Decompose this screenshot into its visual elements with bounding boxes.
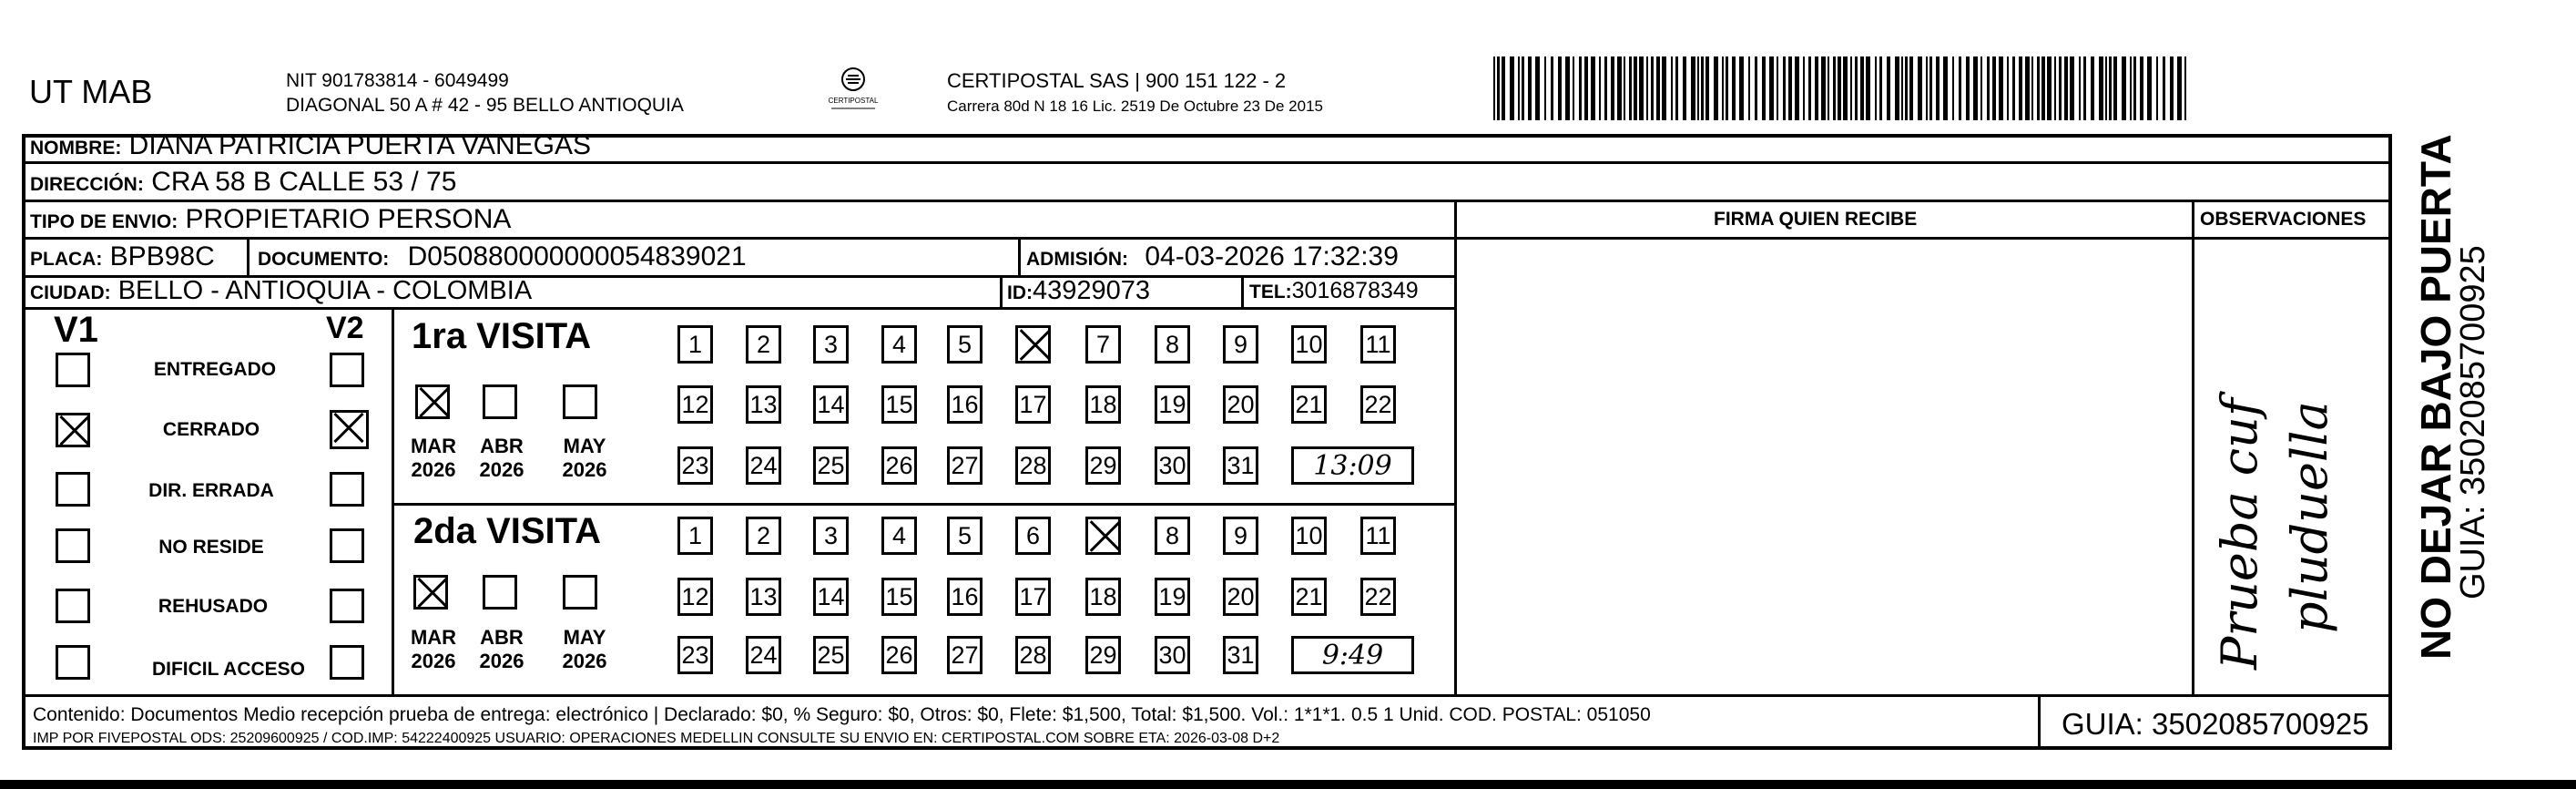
carrier-logo (824, 66, 882, 113)
barcode-bar (1518, 56, 1520, 120)
barcode-bar (1828, 56, 1829, 120)
visit2-day-23[interactable]: 23 (677, 636, 713, 674)
visit1-day-26[interactable]: 26 (881, 446, 917, 485)
v1-dir-errada-checkbox[interactable] (56, 472, 90, 507)
barcode-bar (2025, 56, 2030, 120)
barcode-bar (1522, 56, 1524, 120)
month-label: ABR (480, 435, 524, 457)
company-address: DIAGONAL 50 A # 42 - 95 BELLO ANTIOQUIA (286, 95, 684, 116)
barcode-bar (1860, 56, 1864, 120)
barcode-bar (2170, 56, 2174, 120)
visit2-day-22[interactable]: 22 (1360, 578, 1396, 616)
visit2-day-24[interactable]: 24 (746, 636, 781, 674)
barcode-bar (1705, 56, 1709, 120)
barcode-bar (1675, 56, 1678, 120)
visit2-day-3[interactable]: 3 (813, 517, 849, 555)
barcode (1493, 56, 2190, 120)
firma-header: FIRMA QUIEN RECIBE (1714, 209, 1918, 230)
visit2-day-18[interactable]: 18 (1085, 578, 1121, 616)
visit2-month-may (557, 626, 612, 673)
placa-label: PLACA: (30, 249, 103, 270)
cell-divider (1241, 275, 1244, 307)
barcode-bar (2163, 56, 2165, 120)
footer-content: Contenido: Documentos Medio recepción prueba de entrega: electrónico | Declarado: $0, % Seguro: $0, Otros: $0, Flete: $1,500, Total: $1,500. Vol.: 1*1*1. 0.5 1 Unid. COD. POSTAL: 051050 (33, 704, 1651, 725)
visit1-day-8[interactable]: 8 (1155, 325, 1190, 364)
barcode-bar (1651, 56, 1654, 120)
tipo-envio-label: TIPO DE ENVIO: (30, 211, 178, 232)
barcode-bar (1714, 56, 1718, 120)
year-label: 2026 (562, 650, 607, 672)
tel-label: TEL: (1249, 282, 1292, 302)
v1-rehusado-checkbox[interactable] (56, 589, 90, 623)
barcode-bar (2054, 56, 2056, 120)
side-guia: GUIA: 3502085700925 (2454, 245, 2492, 599)
barcode-bar (2012, 56, 2015, 120)
visit2-month-mar (406, 626, 461, 673)
barcode-bar (1901, 56, 1903, 120)
visit2-day-6[interactable]: 6 (1015, 517, 1051, 555)
visit1-day-16[interactable]: 16 (947, 385, 983, 424)
v1-cerrado-checkbox[interactable] (56, 413, 90, 447)
visit2-day-7[interactable] (1085, 517, 1121, 555)
row-divider (22, 161, 2392, 164)
v1-no-reside-checkbox[interactable] (56, 528, 90, 563)
admision-label: ADMISIÓN: (1026, 249, 1128, 270)
visit2-day-28[interactable]: 28 (1015, 636, 1051, 674)
barcode-bar (1528, 56, 1532, 120)
month-label: MAY (563, 435, 606, 457)
footer-guia: GUIA: 3502085700925 (2062, 707, 2369, 741)
visit1-day-4[interactable]: 4 (881, 325, 917, 364)
visit2-day-12[interactable]: 12 (677, 578, 713, 616)
company-name: UT MAB (29, 73, 153, 110)
barcode-bar (1980, 56, 1982, 120)
barcode-bar (1497, 56, 1500, 120)
visit1-day-3[interactable]: 3 (813, 325, 849, 364)
visit1-day-29[interactable]: 29 (1085, 446, 1121, 485)
id-value: 43929073 (1033, 276, 1151, 305)
barcode-bar (1604, 56, 1607, 120)
barcode-bar (1748, 56, 1750, 120)
footer-divider (2038, 694, 2041, 750)
barcode-bar (2031, 56, 2033, 120)
visit2-time[interactable]: 9:49 (1291, 636, 1414, 674)
barcode-bar (1875, 56, 1877, 120)
barcode-bar (1701, 56, 1704, 120)
tel-value: 3016878349 (1291, 278, 1419, 303)
barcode-bar (1952, 56, 1954, 120)
visit1-day-19[interactable]: 19 (1155, 385, 1190, 424)
barcode-bar (1966, 56, 1970, 120)
no-dejar-bajo-puerta: NO DEJAR BAJO PUERTA (2412, 134, 2459, 660)
footer-print-info: IMP POR FIVEPOSTAL ODS: 25209600925 / COD.IMP: 54222400925 USUARIO: OPERACIONES MEDELLIN CONSULTE SU ENVIO EN: CERTIPOSTAL.COM SOBRE ETA: 2026-03-08 D+2 (33, 731, 1280, 746)
visit2-day-27[interactable]: 27 (947, 636, 983, 674)
barcode-bar (1959, 56, 1961, 120)
barcode-bar (2147, 56, 2152, 120)
visit2-day-30[interactable]: 30 (1155, 636, 1190, 674)
barcode-bar (1987, 56, 1990, 120)
tipo-envio-field (30, 204, 511, 235)
visit1-day-25[interactable]: 25 (813, 446, 849, 485)
barcode-bar (1808, 56, 1811, 120)
barcode-bar (1973, 56, 1978, 120)
admision-value: 04-03-2026 17:32:39 (1145, 241, 1399, 272)
v2-cerrado-checkbox[interactable] (330, 410, 369, 449)
barcode-bar (1639, 56, 1644, 120)
placa-field (30, 241, 215, 272)
barcode-bar (1535, 56, 1540, 120)
handwritten-note-line2: pluduella (2281, 401, 2338, 633)
visit1-day-11[interactable]: 11 (1360, 325, 1396, 364)
barcode-bar (1624, 56, 1625, 120)
status-cerrado: CERRADO (162, 419, 260, 440)
visit1-day-31[interactable]: 31 (1223, 446, 1258, 485)
visit2-day-14[interactable]: 14 (813, 578, 849, 616)
visit1-day-21[interactable]: 21 (1291, 385, 1327, 424)
barcode-bar (1905, 56, 1908, 120)
nombre-field (30, 130, 591, 161)
visit1-day-10[interactable]: 10 (1291, 325, 1327, 364)
visit1-day-7[interactable]: 7 (1085, 325, 1121, 364)
documento-value: D050880000000054839021 (407, 241, 747, 272)
observaciones-header: OBSERVACIONES (2200, 209, 2367, 230)
visit2-day-19[interactable]: 19 (1155, 578, 1190, 616)
visit2-day-17[interactable]: 17 (1015, 578, 1051, 616)
nombre-label: NOMBRE: (30, 138, 122, 159)
barcode-bar (2007, 56, 2009, 120)
logo-text: CERTIPOSTAL (828, 97, 879, 105)
visit1-month-may-checkbox[interactable] (563, 384, 597, 419)
visit2-day-8[interactable]: 8 (1155, 517, 1190, 555)
barcode-bar (1722, 56, 1724, 120)
company-nit: NIT 901783814 - 6049499 (286, 70, 509, 91)
barcode-bar (1662, 56, 1666, 120)
visit2-day-15[interactable]: 15 (881, 578, 917, 616)
v2-entregado-checkbox[interactable] (330, 353, 364, 387)
admision-field (1026, 241, 1399, 272)
barcode-bar (1599, 56, 1601, 120)
visit1-day-12[interactable]: 12 (677, 385, 713, 424)
visit1-day-28[interactable]: 28 (1015, 446, 1051, 485)
barcode-bar (1992, 56, 1996, 120)
year-label: 2026 (562, 458, 607, 481)
column-divider (1454, 200, 1457, 696)
barcode-bar (1611, 56, 1614, 120)
barcode-bar (2059, 56, 2062, 120)
barcode-bar (1591, 56, 1595, 120)
barcode-bar (1833, 56, 1836, 120)
row-divider (22, 200, 2392, 202)
barcode-bar (1821, 56, 1826, 120)
v2-dir-errada-checkbox[interactable] (330, 472, 364, 507)
barcode-bar (1879, 56, 1882, 120)
column-divider (2192, 200, 2194, 696)
barcode-bar (2064, 56, 2068, 120)
visit1-month-abr (474, 435, 529, 482)
v1-entregado-checkbox[interactable] (56, 353, 90, 387)
barcode-bar (1803, 56, 1805, 120)
barcode-bar (1755, 56, 1757, 120)
barcode-bar (1646, 56, 1648, 120)
direccion-label: DIRECCIÓN: (30, 174, 144, 195)
barcode-bar (1579, 56, 1582, 120)
barcode-bar (1855, 56, 1858, 120)
v1-header: V1 (54, 310, 98, 350)
visit1-day-20[interactable]: 20 (1223, 385, 1258, 424)
visit1-time[interactable]: 13:09 (1291, 446, 1414, 485)
cell-divider (247, 237, 249, 275)
barcode-bar (1909, 56, 1913, 120)
ciudad-field (30, 276, 532, 306)
visit1-day-5[interactable]: 5 (947, 325, 983, 364)
barcode-bar (2177, 56, 2182, 120)
visit1-day-18[interactable]: 18 (1085, 385, 1121, 424)
tipo-envio-value: PROPIETARIO PERSONA (185, 204, 512, 234)
visit1-day-1[interactable]: 1 (677, 325, 713, 364)
barcode-bar (2079, 56, 2081, 120)
visit2-day-11[interactable]: 11 (1360, 517, 1396, 555)
year-label: 2026 (411, 650, 456, 672)
barcode-bar (2105, 56, 2107, 120)
barcode-bar (2099, 56, 2103, 120)
status-no-reside: NO RESIDE (158, 537, 264, 558)
visit2-day-1[interactable]: 1 (677, 517, 713, 555)
nombre-value: DIANA PATRICIA PUERTA VANEGAS (128, 130, 592, 160)
cell-divider (1000, 275, 1003, 307)
barcode-bar (1502, 56, 1505, 120)
status-rehusado: REHUSADO (158, 596, 269, 617)
visit1-month-mar-checkbox[interactable] (415, 384, 450, 419)
barcode-bar (2019, 56, 2022, 120)
barcode-bar (1732, 56, 1736, 120)
visit2-day-26[interactable]: 26 (881, 636, 917, 674)
barcode-bar (1788, 56, 1792, 120)
tel-field (1249, 278, 1419, 304)
visit1-day-2[interactable]: 2 (746, 325, 781, 364)
visit1-month-mar (406, 435, 461, 482)
documento-field (258, 241, 747, 272)
barcode-bar (1565, 56, 1570, 120)
barcode-bar (1691, 56, 1695, 120)
barcode-bar (1629, 56, 1632, 120)
visit1-day-15[interactable]: 15 (881, 385, 917, 424)
direccion-field (30, 167, 456, 198)
year-label: 2026 (411, 458, 456, 481)
visit1-day-23[interactable]: 23 (677, 446, 713, 485)
visit2-day-13[interactable]: 13 (746, 578, 781, 616)
barcode-bar (2130, 56, 2132, 120)
barcode-bar (1617, 56, 1622, 120)
barcode-bar (1815, 56, 1818, 120)
visit2-day-29[interactable]: 29 (1085, 636, 1121, 674)
barcode-bar (1656, 56, 1660, 120)
barcode-bar (2109, 56, 2112, 120)
barcode-bar (2140, 56, 2143, 120)
status-dificil-acceso: DIFICIL ACCESO (151, 659, 305, 680)
barcode-bar (1493, 56, 1495, 120)
month-label: MAY (563, 626, 606, 649)
visit1-day-30[interactable]: 30 (1155, 446, 1190, 485)
year-label: 2026 (479, 650, 524, 672)
barcode-bar (1573, 56, 1574, 120)
visit1-day-27[interactable]: 27 (947, 446, 983, 485)
visit2-month-abr (474, 626, 529, 673)
visit1-day-13[interactable]: 13 (746, 385, 781, 424)
barcode-bar (1777, 56, 1778, 120)
second-visit-title: 2da VISITA (413, 511, 601, 551)
barcode-bar (1510, 56, 1514, 120)
first-visit-title: 1ra VISITA (412, 316, 592, 356)
barcode-bar (1929, 56, 1932, 120)
status-divider (392, 307, 394, 696)
row-divider (22, 694, 2392, 697)
barcode-bar (1783, 56, 1786, 120)
barcode-bar (1584, 56, 1588, 120)
visit1-day-22[interactable]: 22 (1360, 385, 1396, 424)
barcode-bar (2037, 56, 2040, 120)
barcode-bar (1943, 56, 1948, 120)
visit1-month-abr-checkbox[interactable] (483, 384, 517, 419)
barcode-bar (1544, 56, 1546, 120)
handwritten-note-line1: Prueba cuf (2211, 398, 2268, 670)
barcode-bar (1671, 56, 1673, 120)
barcode-bar (2083, 56, 2086, 120)
barcode-bar (2041, 56, 2045, 120)
barcode-bar (1936, 56, 1940, 120)
visit2-day-16[interactable]: 16 (947, 578, 983, 616)
visit1-day-6[interactable] (1015, 325, 1051, 364)
year-label: 2026 (479, 458, 524, 481)
visit-divider (393, 503, 1456, 506)
visit1-month-may (557, 435, 612, 482)
barcode-bar (1551, 56, 1553, 120)
visit2-day-10[interactable]: 10 (1291, 517, 1327, 555)
visit2-month-abr-checkbox[interactable] (483, 575, 517, 610)
month-label: MAR (410, 435, 457, 457)
barcode-bar (1739, 56, 1744, 120)
row-divider (22, 307, 1456, 310)
barcode-bar (1918, 56, 1922, 120)
visit1-day-17[interactable]: 17 (1015, 385, 1051, 424)
bottom-edge (0, 780, 2576, 789)
visit2-day-9[interactable]: 9 (1223, 517, 1258, 555)
visit2-day-21[interactable]: 21 (1291, 578, 1327, 616)
visit2-day-25[interactable]: 25 (813, 636, 849, 674)
barcode-bar (2070, 56, 2074, 120)
id-label: ID: (1007, 282, 1033, 303)
ciudad-label: CIUDAD: (30, 282, 111, 303)
barcode-bar (1558, 56, 1562, 120)
visit2-month-may-checkbox[interactable] (563, 575, 597, 610)
status-entregado: ENTREGADO (153, 359, 277, 380)
barcode-bar (1926, 56, 1928, 120)
month-label: ABR (480, 626, 524, 649)
barcode-bar (1999, 56, 2003, 120)
barcode-bar (1887, 56, 1890, 120)
visit2-month-mar-checkbox[interactable] (413, 575, 448, 610)
v1-dificil-acceso-checkbox[interactable] (56, 645, 90, 680)
barcode-bar (1795, 56, 1799, 120)
barcode-bar (1634, 56, 1637, 120)
barcode-bar (1762, 56, 1766, 120)
barcode-bar (2133, 56, 2136, 120)
barcode-bar (1843, 56, 1848, 120)
barcode-bar (1697, 56, 1699, 120)
v2-dificil-acceso-checkbox[interactable] (330, 645, 364, 680)
visit2-day-4[interactable]: 4 (881, 517, 917, 555)
cell-divider (1018, 237, 1021, 275)
barcode-bar (1683, 56, 1686, 120)
direccion-value: CRA 58 B CALLE 53 / 75 (151, 167, 457, 197)
v2-rehusado-checkbox[interactable] (330, 589, 364, 623)
barcode-bar (2113, 56, 2117, 120)
v2-no-reside-checkbox[interactable] (330, 528, 364, 563)
barcode-bar (1769, 56, 1774, 120)
barcode-bar (1726, 56, 1728, 120)
carrier-license: Carrera 80d N 18 16 Lic. 2519 De Octubre 23 De 2015 (947, 97, 1323, 115)
barcode-bar (2184, 56, 2186, 120)
month-label: MAR (410, 626, 457, 649)
barcode-bar (2091, 56, 2094, 120)
placa-value: BPB98C (109, 241, 215, 272)
visit1-day-9[interactable]: 9 (1223, 325, 1258, 364)
v2-header: V2 (326, 311, 364, 345)
visit1-day-14[interactable]: 14 (813, 385, 849, 424)
sign-header-divider (1454, 237, 2392, 240)
visit1-day-24[interactable]: 24 (746, 446, 781, 485)
visit2-day-5[interactable]: 5 (947, 517, 983, 555)
barcode-bar (2122, 56, 2126, 120)
documento-label: DOCUMENTO: (258, 249, 390, 270)
barcode-bar (2047, 56, 2052, 120)
visit2-day-31[interactable]: 31 (1223, 636, 1258, 674)
barcode-bar (1895, 56, 1899, 120)
barcode-bar (1850, 56, 1852, 120)
barcode-bar (2156, 56, 2158, 120)
carrier-name: CERTIPOSTAL SAS | 900 151 122 - 2 (947, 69, 1287, 92)
barcode-bar (1866, 56, 1870, 120)
status-dir-errada: DIR. ERRADA (148, 480, 274, 501)
barcode-bar (1838, 56, 1841, 120)
id-field (1007, 276, 1150, 306)
ciudad-value: BELLO - ANTIOQUIA - COLOMBIA (117, 276, 533, 305)
visit2-day-2[interactable]: 2 (746, 517, 781, 555)
visit2-day-20[interactable]: 20 (1223, 578, 1258, 616)
